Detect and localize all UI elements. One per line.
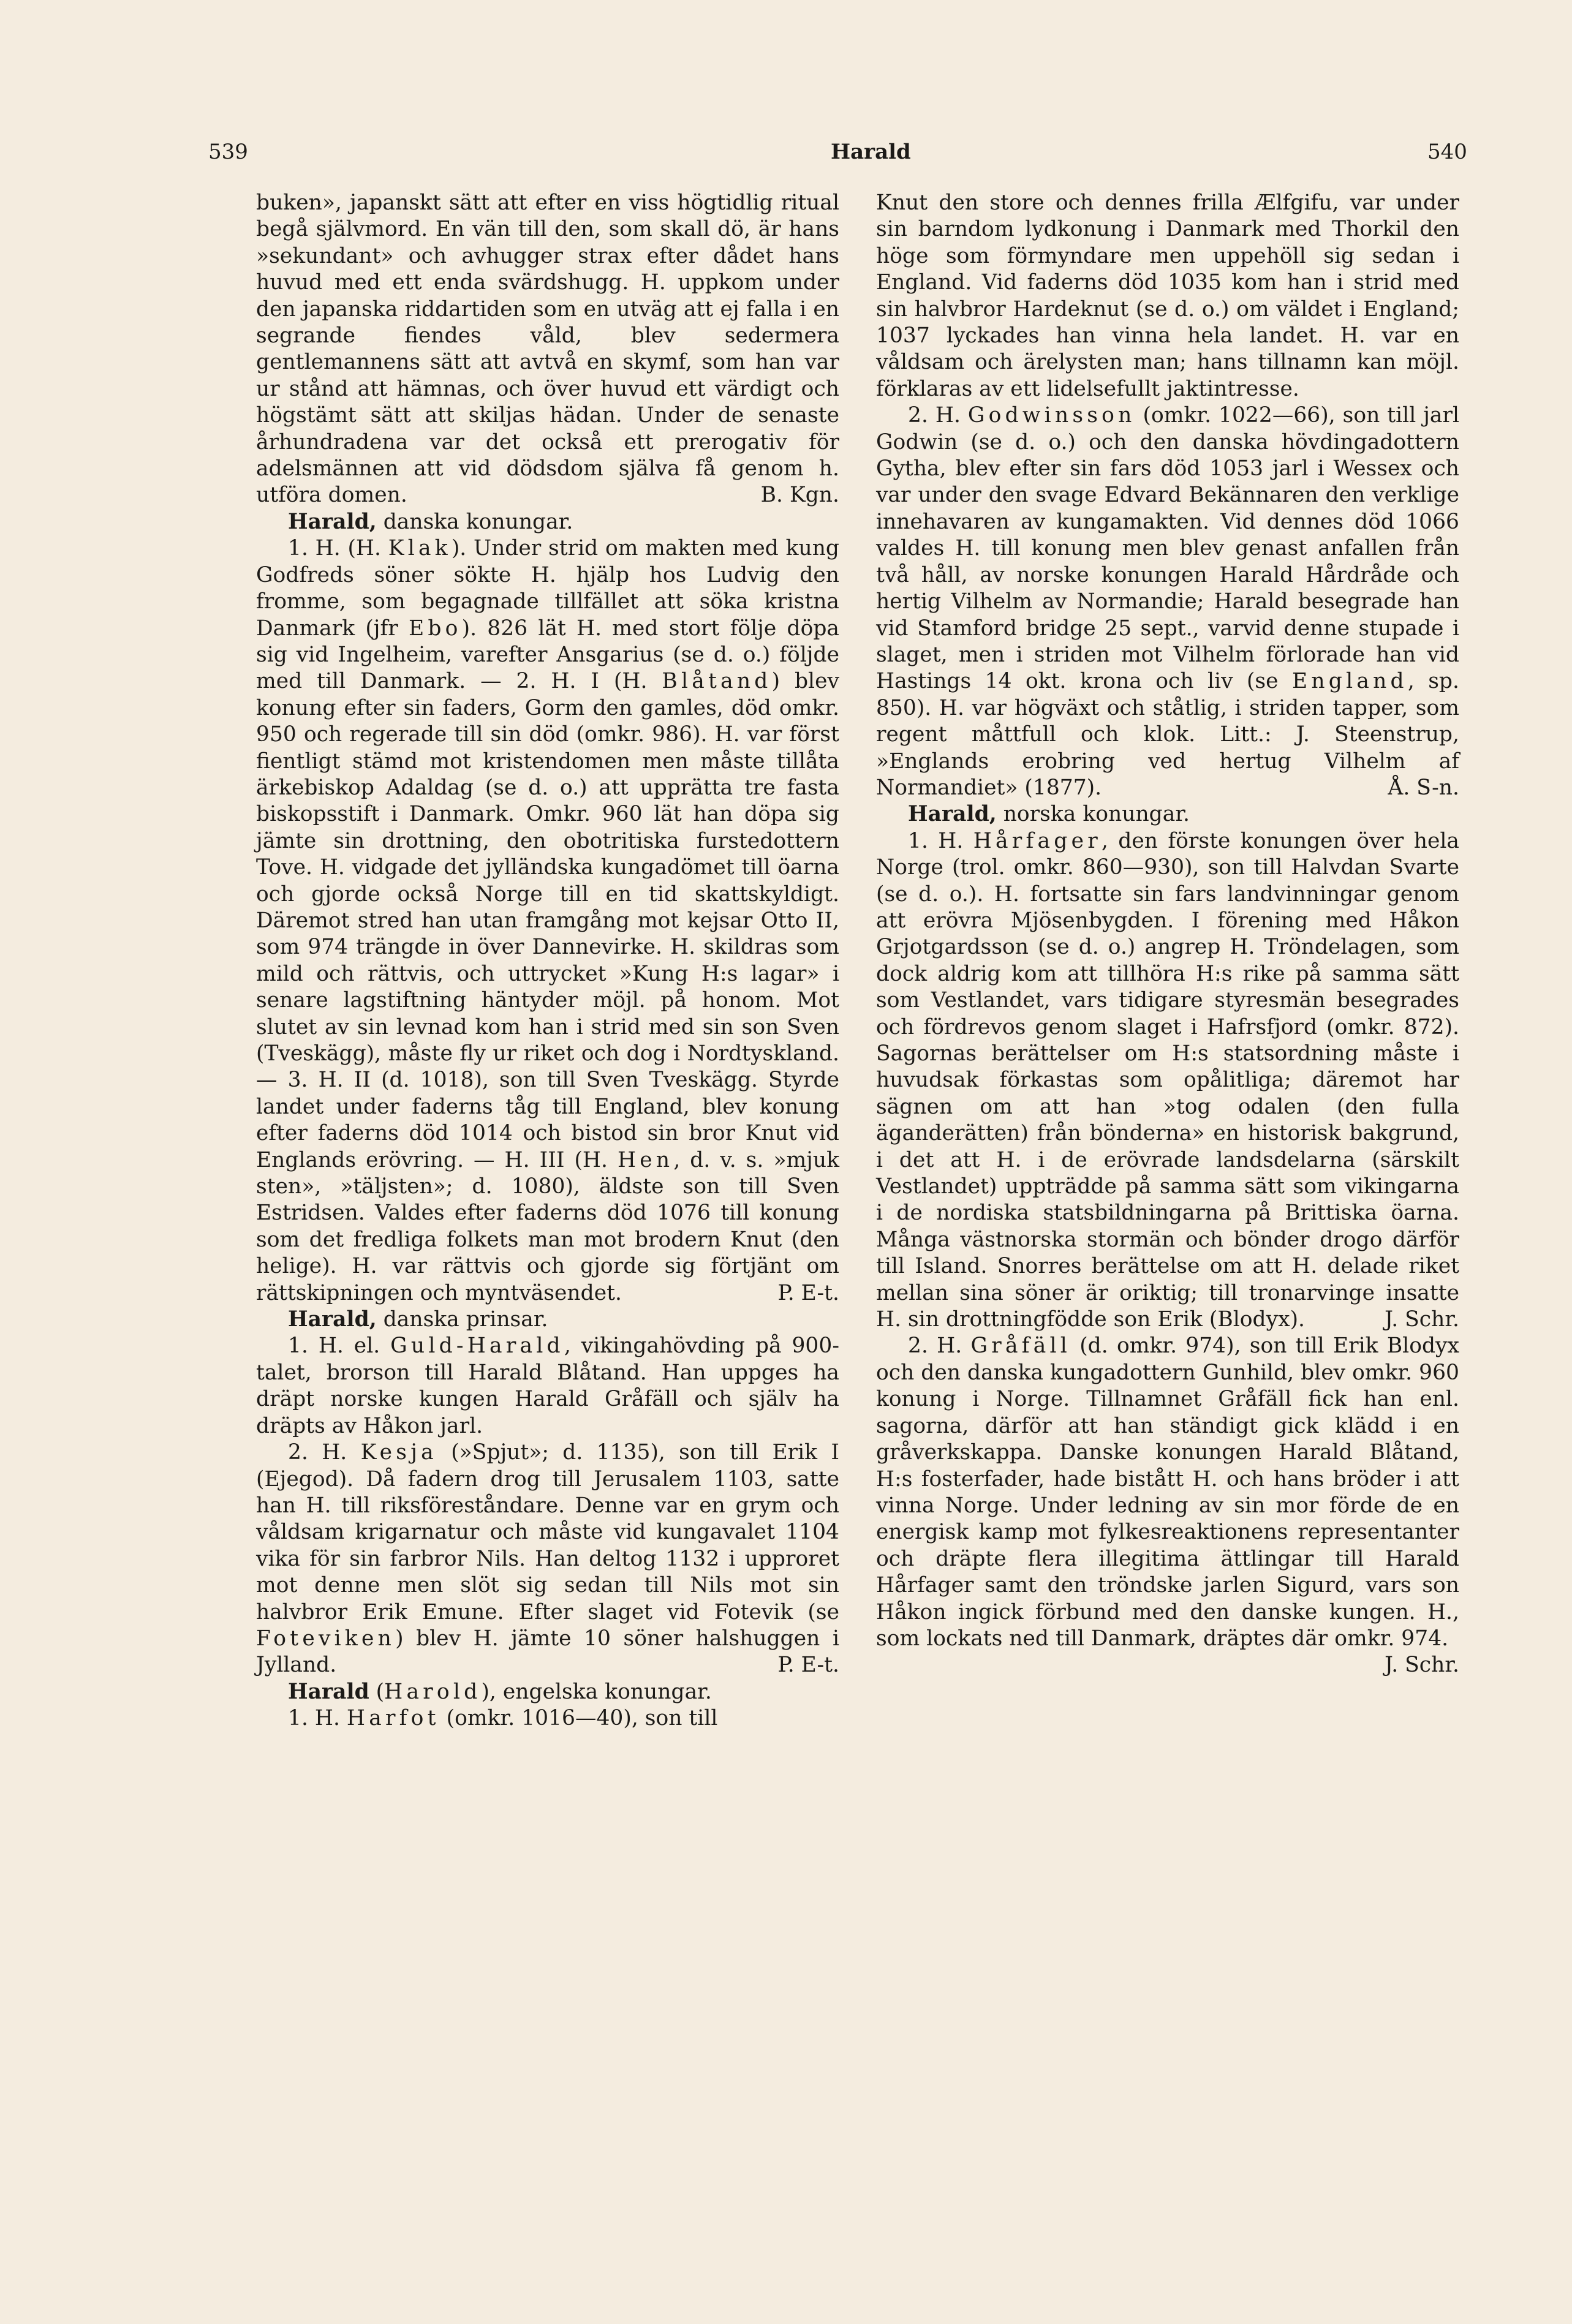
author-signature: J. Schr.: [1385, 1653, 1459, 1678]
article-text: 2. H. Gråfäll (d. omkr. 974), son till Erik Blodyx och den danska kungadottern Gunhild, blev omkr. 960 konung i Norge. Tillnamnet Gråfäll fick han enl. sagorna, därför att han ständigt gick klädd i en gråverkskappa. Danske konungen Harald Blåtand, H:s fosterfader, hade bistått H. och hans bröder i att vinna Norge. Under ledning av sin mor förde de en energisk kamp mot fylkesreaktionens representanter och dräpte flera illegitima ättlingar till Harald Hårfager samt den tröndske jarlen Sigurd, vars son Håkon ingick förbund med den danske kungen. H., som lockats ned till Danmark, dräptes där omkr. 974. J. Schr.: [876, 1333, 1459, 1652]
author-signature: B. Kgn.: [760, 483, 839, 508]
right-page-number: 540: [1427, 140, 1467, 164]
author-signature: P. E-t.: [777, 1653, 839, 1678]
right-column: [876, 190, 1459, 1679]
entry-heading: Harald, danska konungar.: [288, 509, 573, 534]
article-text: buken», japanskt sätt att efter en viss högtidlig ritual begå självmord. En vän till den, som skall dö, är hans »sekundant» och avhugger strax efter dådet hans huvud med ett enda svärdshugg. H. uppkom under den japanska riddartiden som en utväg att ej falla i en segrande fiendes våld, blev sedermera gentlemannens sätt att avtvå en skymf, som han var ur stånd att hämnas, och över huvud ett värdigt och högstämt sätt att skiljas hädan. Under de senaste århundradena var det också ett prerogativ för adelsmännen att vid dödsdom själva få genom h. utföra domen. B. Kgn.: [256, 190, 839, 509]
article-text: 1. H. Hårfager, den förste konungen över hela Norge (trol. omkr. 860—930), son till Halvdan Svarte (se d. o.). H. fortsatte sin fars landvinningar genom att erövra Mjösenbygden. I förening med Håkon Grjotgardsson (se d. o.) angrep H. Tröndelagen, som dock aldrig kom att tillhöra H:s rike på samma sätt som Vestlandet, vars tidigare styresmän besegrades och fördrevos genom slaget i Hafrsfjord (omkr. 872). Sagornas berättelser om H:s statsordning måste i huvudsak förkastas som opålitliga; däremot har sägnen om att han »tog odalen (den fulla äganderätten) från bönderna» en historisk bakgrund, i det att H. i de erövrade landsdelarna (särskilt Vestlandet) uppträdde på samma sätt som vikingarna i de nordiska statsbildningarna på Brittiska öarna. Många västnorska stormän och bönder drogo därför till Island. Snorres berättelse om att H. delade riket mellan sina söner är oriktig; till tronarvinge insatte H. sin drottningfödde son Erik (Blodyx). J. Schr.: [876, 828, 1459, 1334]
left-column: [256, 190, 839, 1732]
running-head: Harald: [831, 140, 911, 164]
entry-heading: Harald, norska konungar.: [908, 802, 1190, 827]
article-text: 1. H. Harfot (omkr. 1016—40), son till: [288, 1706, 718, 1731]
author-signature: J. Schr.: [1385, 1307, 1459, 1332]
author-signature: Å. S-n.: [1388, 775, 1459, 800]
article-text: 2. H. Godwinsson (omkr. 1022—66), son till jarl Godwin (se d. o.) och den danska hövdingadottern Gytha, blev efter sin fars död 1053 jarl i Wessex och var under den svage Edvard Bekännaren den verklige innehavaren av kungamakten. Vid dennes död 1066 valdes H. till konung men blev genast anfallen från två håll, av norske konungen Harald Hårdråde och hertig Vilhelm av Normandie; Harald besegrade han vid Stamford bridge 25 sept., varvid denne stupade i slaget, men i striden mot Vilhelm förlorade han vid Hastings 14 okt. krona och liv (se England, sp. 850). H. var högväxt och ståtlig, i striden tapper, som regent måttfull och klok. Litt.: J. Steenstrup, »Englands erobring ved hertug Vilhelm af Normandiet» (1877). Å. S-n.: [876, 402, 1459, 801]
entry-heading: Harald (Harold), engelska konungar.: [288, 1679, 712, 1704]
article-text: Knut den store och dennes frilla Ælfgifu, var under sin barndom lydkonung i Danmark med Thorkil den höge som förmyndare men uppehöll sig sedan i England. Vid faderns död 1035 kom han i strid med sin halvbror Hardeknut (se d. o.) om väldet i England; 1037 lyckades han vinna hela landet. H. var en våldsam och ärelysten man; hans tillnamn kan möjl. förklaras av ett lidelsefullt jaktintresse.: [876, 191, 1459, 401]
article-text: 2. H. Kesja (»Spjut»; d. 1135), son till Erik I (Ejegod). Då fadern drog till Jerusalem 1103, satte han H. till riksföreståndare. Denne var en grym och våldsam krigarnatur och måste vid kungavalet 1104 vika för sin farbror Nils. Han deltog 1132 i upproret mot denne men slöt sig sedan till Nils mot sin halvbror Erik Emune. Efter slaget vid Fotevik (se Foteviken) blev H. jämte 10 söner halshuggen i Jylland. P. E-t.: [256, 1439, 839, 1679]
author-signature: P. E-t.: [777, 1280, 839, 1305]
entry-heading: Harald, danska prinsar.: [288, 1307, 548, 1332]
left-page-number: 539: [208, 140, 248, 164]
article-text: 1. H. (H. Klak). Under strid om makten med kung Godfreds söner sökte H. hjälp hos Ludvig den fromme, som begagnade tillfället att söka kristna Danmark (jfr Ebo). 826 lät H. med stort följe döpa sig vid Ingelheim, varefter Ansgarius (se d. o.) följde med till Danmark. — 2. H. I (H. Blåtand) blev konung efter sin faders, Gorm den gamles, död omkr. 950 och regerade till sin död (omkr. 986). H. var först fientligt stämd mot kristendomen men måste tillåta ärkebiskop Adaldag (se d. o.) att upprätta tre fasta biskopsstift i Danmark. Omkr. 960 lät han döpa sig jämte sin drottning, den obotritiska furstedottern Tove. H. vidgade det jylländska kungadömet till öarna och gjorde också Norge till en tid skattskyldigt. Däremot stred han utan framgång mot kejsar Otto II, som 974 trängde in över Dannevirke. H. skildras som mild och rättvis, och uttrycket »Kung H:s lagar» i senare lagstiftning häntyder möjl. på honom. Mot slutet av sin levnad kom han i strid med sin son Sven (Tveskägg), måste fly ur riket och dog i Nordtyskland. — 3. H. II (d. 1018), son till Sven Tveskägg. Styrde landet under faderns tåg till England, blev konung efter faderns död 1014 och bistod sin bror Knut vid Englands erövring. — H. III (H. Hen, d. v. s. »mjuk sten», »täljsten»; d. 1080), äldste son till Sven Estridsen. Valdes efter faderns död 1076 till konung som det fredliga folkets man mot brodern Knut (den helige). H. var rättvis och gjorde sig förtjänt om rättskipningen och myntväsendet. P. E-t.: [256, 535, 839, 1307]
article-text: 1. H. el. Guld-Harald, vikingahövding på 900-talet, brorson till Harald Blåtand. Han uppges ha dräpt norske kungen Harald Gråfäll och själv ha dräpts av Håkon jarl.: [256, 1334, 839, 1438]
